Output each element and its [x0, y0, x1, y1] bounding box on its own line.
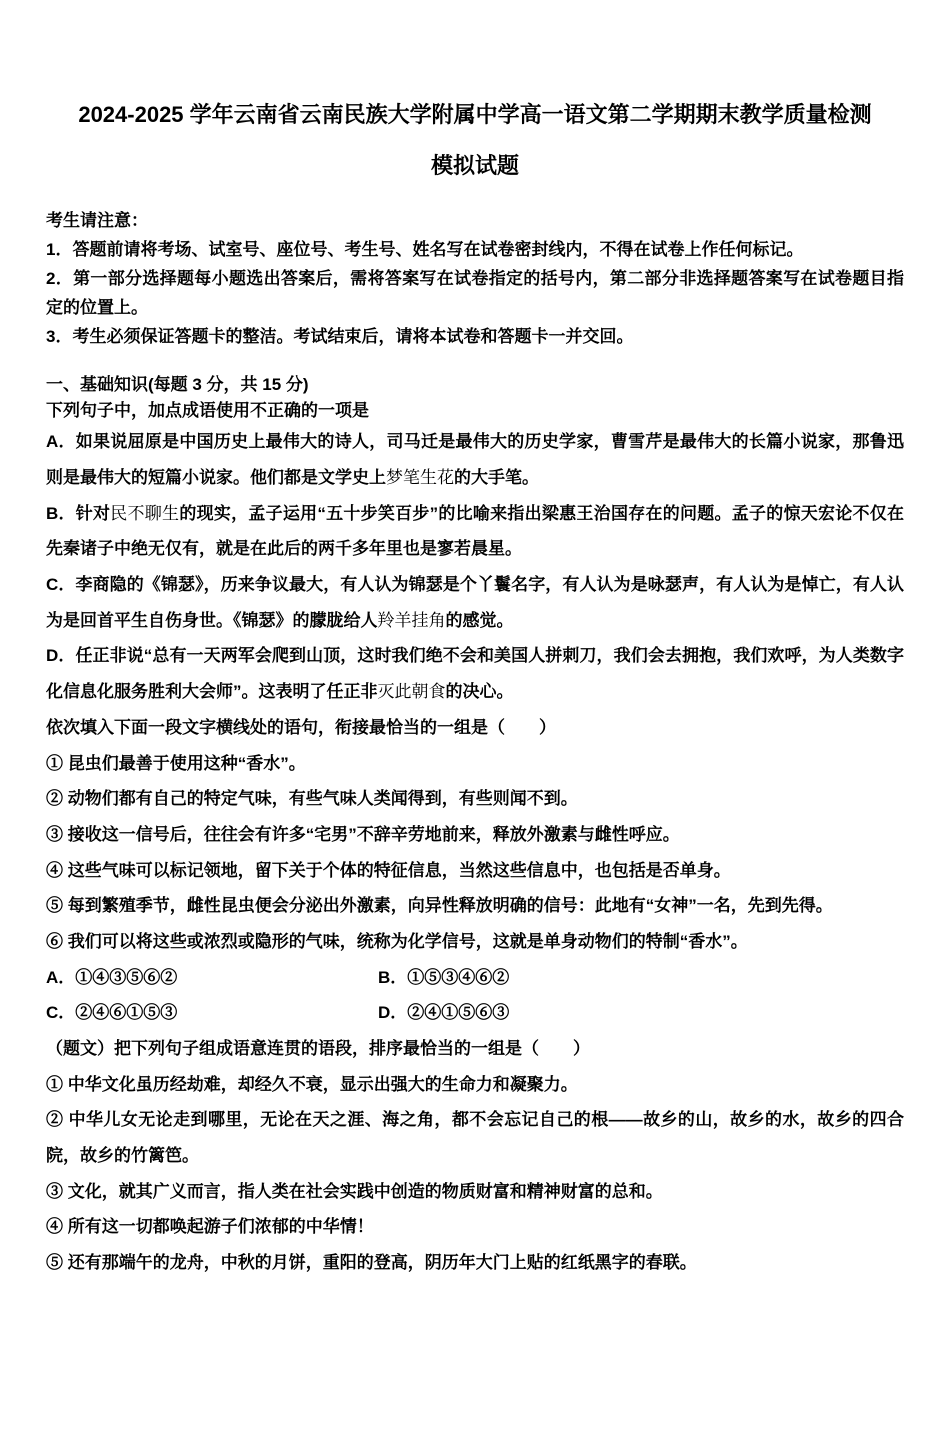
q1-option-a-text: A．如果说屈原是中国历史上最伟大的诗人，司马迁是最伟大的历史学家，曹雪芹是最伟大的长篇小说家，那鲁迅则是最伟大的短篇小说家。他们都是文学史上 [46, 432, 904, 488]
q3-sentence-1: ① 中华文化虽历经劫难，却经久不衰，显示出强大的生命力和凝聚力。 [46, 1074, 578, 1094]
q2-sentence-4: ④ 这些气味可以标记领地，留下关于个体的特征信息，当然这些信息中，也包括是否单身。 [46, 860, 731, 880]
exam-document [46, 90, 904, 1281]
q1-option-b [46, 496, 904, 567]
q2-choice-d: D．②④①⑤⑥③ [378, 1003, 510, 1023]
q1-option-a-idiom: 梦笔生花 [386, 468, 454, 488]
q2-sentence-2: ② 动物们都有自己的特定气味，有些气味人类闻得到，有些则闻不到。 [46, 789, 578, 809]
q1-option-d [46, 638, 904, 709]
page-title: 2024-2025 学年云南省云南民族大学附属中学高一语文第二学期期末教学质量检测模拟试题 [78, 102, 872, 178]
q1-option-d-text: D．任正非说“总有一天两军会爬到山顶，这时我们绝不会和美国人拼刺刀，我们会去拥抱，我们欢呼，为人类数字化信息化服务胜利大会师”。这表明了任正非 [46, 646, 904, 702]
q1-option-c-text: C．李商隐的《锦瑟》，历来争议最大，有人认为锦瑟是个丫鬟名字，有人认为是咏瑟声，有人认为是悼亡，有人认为是回首平生自伤身世。《锦瑟》的朦胧给人 [46, 575, 904, 630]
notice-label: 考生请注意： [46, 211, 148, 231]
q1-option-c-tail: 的感觉。 [445, 610, 514, 630]
q1-stem: 下列句子中，加点成语使用不正确的一项是 [46, 400, 369, 420]
q1-option-b-idiom: 民不聊生 [110, 503, 180, 523]
q1-option-d-idiom: 灭此朝食 [377, 682, 446, 702]
q1-option-c [46, 567, 904, 638]
q2-sentence-5: ⑤ 每到繁殖季节，雌性昆虫便会分泌出外激素，向异性释放明确的信号：此地有“女神”一名，先到先得。 [46, 896, 833, 916]
q3-sentence-4: ④ 所有这一切都唤起游子们浓郁的中华情！ [46, 1217, 374, 1237]
q2-choice-b: B．①⑤③④⑥② [378, 967, 510, 987]
q3-stem: （题文）把下列句子组成语意连贯的语段，排序最恰当的一组是（ ） [46, 1039, 590, 1059]
q3-sentence-5: ⑤ 还有那端午的龙舟，中秋的月饼，重阳的登高，阴历年大门上贴的红纸黑字的春联。 [46, 1253, 697, 1273]
q2-stem: 依次填入下面一段文字横线处的语句，衔接最恰当的一组是（ ） [46, 717, 556, 737]
q1-option-d-tail: 的决心。 [445, 682, 514, 702]
q2-choice-a: A．①④③⑤⑥② [46, 967, 178, 987]
notice-item-2: 2．第一部分选择题每小题选出答案后，需将答案写在试卷指定的括号内，第二部分非选择题答案写在试卷题目指定的位置上。 [46, 268, 904, 317]
notice-item-3: 3．考生必须保证答题卡的整洁。考试结束后，请将本试卷和答题卡一并交回。 [46, 326, 634, 346]
q1-option-b-text: B．针对 [46, 503, 111, 523]
notice-item-1: 1．答题前请将考场、试室号、座位号、考生号、姓名写在试卷密封线内，不得在试卷上作任何标记。 [46, 240, 804, 260]
q3-sentence-2: ② 中华儿女无论走到哪里，无论在天之涯、海之角，都不会忘记自己的根——故乡的山，故乡的水，故乡的四合院，故乡的竹篱笆。 [46, 1110, 904, 1166]
q3-sentence-3: ③ 文化，就其广义而言，指人类在社会实践中创造的物质财富和精神财富的总和。 [46, 1181, 663, 1201]
notice-section [46, 207, 904, 351]
q1-option-b-tail: 的现实，孟子运用“五十步笑百步”的比喻来指出梁惠王治国存在的问题。孟子的惊天宏论不仅在先秦诸子中绝无仅有，就是在此后的两千多年里也是寥若晨星。 [46, 503, 905, 559]
q2-sentence-1: ① 昆虫们最善于使用这种“香水”。 [46, 753, 306, 773]
q2-choice-c: C．②④⑥①⑤③ [46, 1003, 178, 1023]
q1-option-c-idiom: 羚羊挂角 [377, 610, 446, 630]
q1-option-a-tail: 的大手笔。 [454, 468, 539, 488]
q2-choices [46, 960, 904, 1031]
section-heading: 一、基础知识(每题 3 分，共 15 分) [46, 374, 309, 394]
q1-option-a [46, 424, 904, 495]
q2-sentence-3: ③ 接收这一信号后，往往会有许多“宅男”不辞辛劳地前来，释放外激素与雌性呼应。 [46, 824, 680, 844]
q2-sentence-6: ⑥ 我们可以将这些或浓烈或隐形的气味，统称为化学信号，这就是单身动物们的特制“香水”。 [46, 931, 748, 951]
